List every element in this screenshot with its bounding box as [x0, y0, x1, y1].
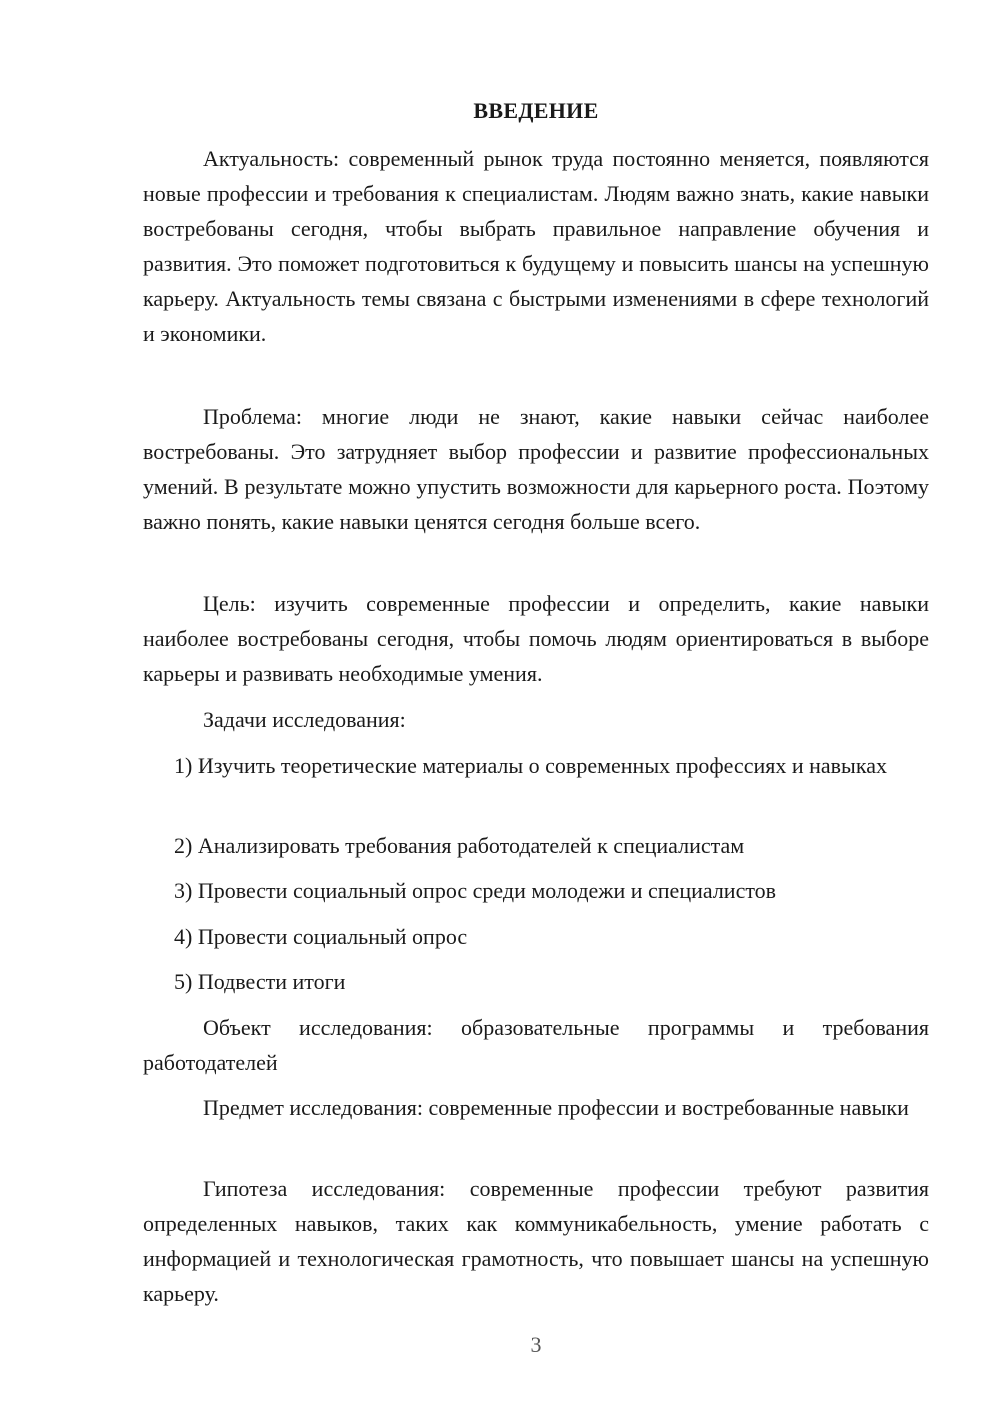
task-item-5: 5) Подвести итоги: [174, 969, 346, 994]
task-item-3: 3) Провести социальный опрос среди молодежи и специалистов: [174, 878, 777, 903]
task-item-1: 1) Изучить теоретические материалы о современных профессиях и навыках: [174, 753, 887, 778]
task-item-4: 4) Провести социальный опрос: [174, 924, 468, 949]
document-page: [143, 0, 929, 1414]
tasks-heading: Задачи исследования:: [203, 707, 406, 732]
paragraph-subject: Предмет исследования: современные профессии и востребованные навыки: [203, 1095, 909, 1120]
page-number: 3: [530, 1332, 542, 1357]
section-title: ВВЕДЕНИЕ: [473, 98, 599, 123]
paragraph-problem: Проблема: многие люди не знают, какие навыки сейчас наиболее востребованы. Это затрудняет выбор профессии и развитие профессиональных умений. В результате можно упустить возможности для карьерного роста. Поэтому важно понять, какие навыки ценятся сегодня больше всего.: [143, 404, 929, 534]
paragraph-object: Объект исследования: образовательные программы и требования работодателей: [143, 1015, 929, 1075]
paragraph-hypothesis: Гипотеза исследования: современные профессии требуют развития определенных навыков, таких как коммуникабельность, умение работать с информацией и технологическая грамотность, что повышает шансы на успешную карьеру.: [143, 1176, 929, 1306]
paragraph-relevance: Актуальность: современный рынок труда постоянно меняется, появляются новые профессии и требования к специалистам. Людям важно знать, какие навыки востребованы сегодня, чтобы выбрать правильное направление обучения и развития. Это поможет подготовиться к будущему и повысить шансы на успешную карьеру. Актуальность темы связана с быстрыми изменениями в сфере технологий и экономики.: [143, 146, 929, 346]
paragraph-goal: Цель: изучить современные профессии и определить, какие навыки наиболее востребованы сегодня, чтобы помочь людям ориентироваться в выборе карьеры и развивать необходимые умения.: [143, 591, 929, 686]
task-item-2: 2) Анализировать требования работодателей к специалистам: [174, 833, 745, 858]
